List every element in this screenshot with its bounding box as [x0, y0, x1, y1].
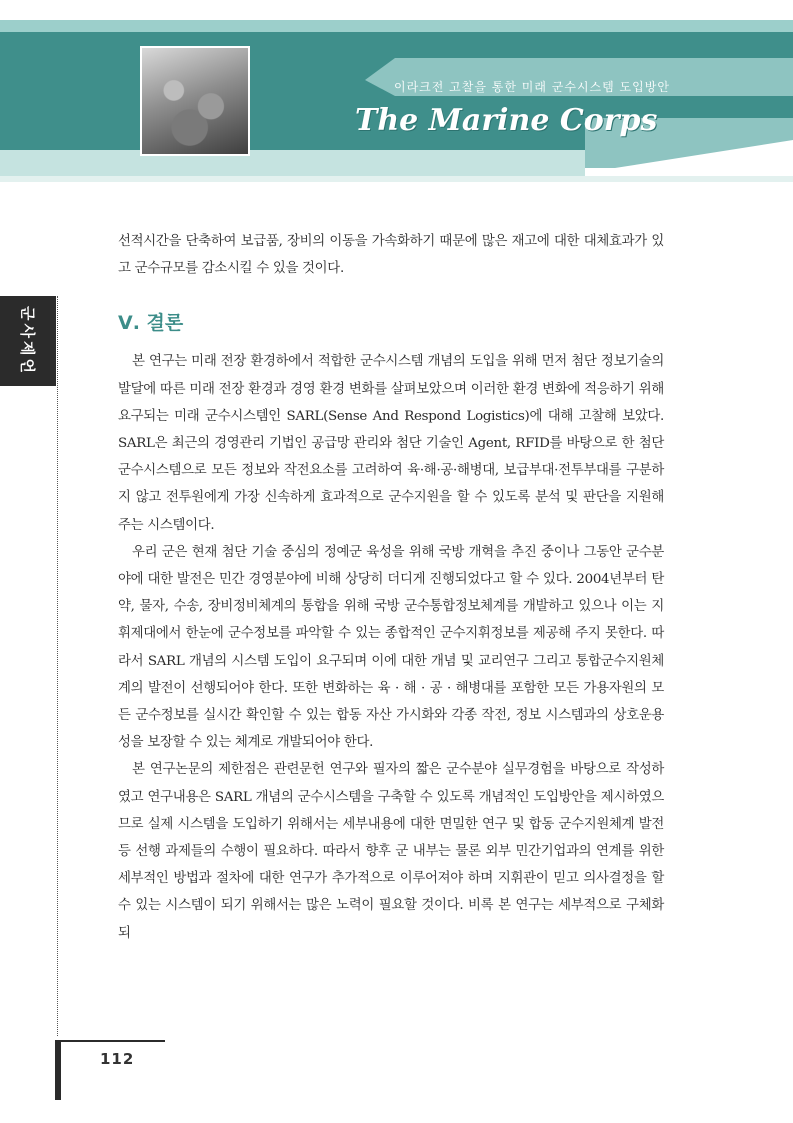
magazine-title: The Marine Corps	[355, 103, 658, 138]
soldiers-photo	[140, 46, 250, 156]
side-dotted-rule	[57, 296, 58, 1036]
banner-graphic	[0, 0, 793, 200]
body-paragraph: 본 연구논문의 제한점은 관련문헌 연구와 필자의 짧은 군수분야 실무경험을 바탕으로 작성하였고 연구내용은 SARL 개념의 군수시스템을 구축할 수 있도록 개념적인 도입방안을 제시하였으므로 실제 시스템을 도입하기 위해서는 세부내용에 대한 면밀한 연구 및 합동 군수지원체계 발전 등 선행 과제들의 수행이 필요하다. 따라서 향후 군 내부는 물론 외부 민간기업과의 연계를 위한 세부적인 방법과 절차에 대한 연구가 추가적으로 이루어져야 하며 지휘관이 믿고 의사결정을 할 수 있는 시스템이 되기 위해서는 많은 노력이 필요할 것이다. 비록 본 연구는 세부적으로 구체화되	[118, 762, 664, 941]
header-banner	[0, 0, 793, 200]
section-heading: Ⅴ. 결론	[118, 312, 184, 335]
body-paragraph: 우리 군은 현재 첨단 기술 중심의 정예군 육성을 위해 국방 개혁을 추진 중이나 그동안 군수분야에 대한 발전은 민간 경영분야에 비해 상당히 더디게 진행되었다고 할 수 있다. 2004년부터 탄약, 물자, 수송, 장비정비체계의 통합을 위해 국방 군수통합정보체계를 개발하고 있으나 이는 지휘제대에서 한눈에 군수정보를 파악할 수 있는 종합적인 군수지휘정보를 제공해 주지 못한다. 따라서 SARL 개념의 시스템 도입이 요구되며 이에 대한 개념 및 교리연구 그리고 통합군수지원체계의 발전이 선행되어야 한다. 또한 변화하는 육 · 해 · 공 · 해병대를 포함한 모든 가용자원의 모든 군수정보를 실시간 확인할 수 있는 합동 자산 가시화와 각종 작전, 정보 시스템과의 상호운용성을 보장할 수 있는 체계로 개발되어야 한다.	[118, 544, 664, 751]
article-subtitle: 이라크전 고찰을 통한 미래 군수시스템 도입방안	[394, 80, 670, 94]
page-number: 112	[100, 1050, 135, 1068]
body-paragraph: 본 연구는 미래 전장 환경하에서 적합한 군수시스템 개념의 도입을 위해 먼저 첨단 정보기술의 발달에 따른 미래 전장 환경과 경영 환경 변화를 살펴보았으며 이러한 환경 변화에 적응하기 위해 요구되는 미래 군수시스템인 SARL(Sense And Respond Logistics)에 대해 고찰해 보았다. SARL은 최근의 경영관리 기법인 공급망 관리와 첨단 기술인 Agent, RFID를 바탕으로 한 첨단 군수시스템으로 모든 정보와 작전요소를 고려하여 육·해·공·해병대, 보급부대·전투부대를 구분하지 않고 전투원에게 가장 신속하게 효과적으로 군수지원을 할 수 있도록 분석 및 판단을 지원해 주는 시스템이다.	[118, 354, 664, 533]
footer-rule	[55, 1040, 165, 1042]
footer-bar	[55, 1040, 61, 1100]
intro-paragraph: 선적시간을 단축하여 보급품, 장비의 이동을 가속화하기 때문에 많은 재고에 대한 대체효과가 있고 군수규모를 감소시킬 수 있을 것이다.	[118, 234, 664, 277]
side-tab-label: 군사제언	[18, 306, 37, 376]
side-section-tab	[0, 296, 56, 386]
article-body	[118, 228, 664, 947]
